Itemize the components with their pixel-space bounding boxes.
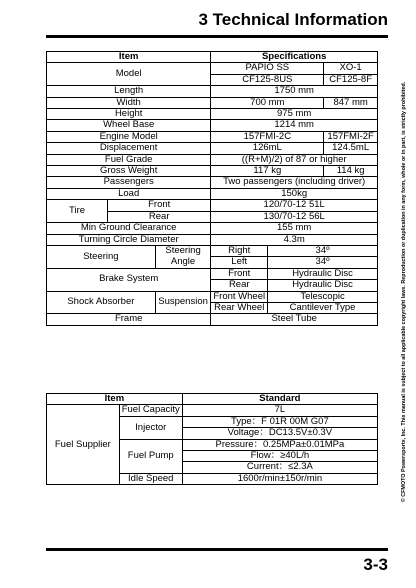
model-b: XO-1 <box>324 63 378 74</box>
row-label-height: Height <box>47 109 211 120</box>
table-row <box>47 143 378 154</box>
code-b: CF125-8F <box>324 74 378 85</box>
row-label-passengers: Passengers <box>47 177 211 188</box>
length-value: 1750 mm <box>211 86 378 97</box>
table-row <box>47 405 378 416</box>
row-label-shock-absorber: Shock Absorber <box>47 291 156 314</box>
steering-left-label: Left <box>211 257 268 268</box>
table-row <box>47 177 378 188</box>
tire-rear-value: 130/70-12 56L <box>211 211 378 222</box>
row-label-frame: Frame <box>47 314 211 325</box>
fuel-supply-table <box>46 393 378 485</box>
load-value: 150kg <box>211 188 378 199</box>
wheelbase-value: 1214 mm <box>211 120 378 131</box>
row-label-tire: Tire <box>47 200 108 223</box>
frame-value: Steel Tube <box>211 314 378 325</box>
table-row <box>47 314 378 325</box>
table-row <box>47 291 378 302</box>
pressure-value: Pressure：0.25MPa±0.01MPa <box>182 439 377 450</box>
table-row <box>47 63 378 74</box>
row-label-length: Length <box>47 86 211 97</box>
suspension-rear-value: Cantilever Type <box>268 302 378 313</box>
tire-front-label: Front <box>108 200 211 211</box>
idle-speed-value: 1600r/min±150r/min <box>182 473 377 484</box>
displacement-b: 124.5mL <box>324 143 378 154</box>
voltage-value: Voltage：DC13.5V±0.3V <box>182 428 377 439</box>
brake-front-label: Front <box>211 268 268 279</box>
header-standard: Standard <box>182 394 377 405</box>
table-row <box>47 200 378 211</box>
steering-right-value: 34º <box>268 245 378 256</box>
row-label-fuel-supplier: Fuel Supplier <box>47 405 120 485</box>
suspension-front-value: Telescopic <box>268 291 378 302</box>
table-row <box>47 97 378 108</box>
header-item: Item <box>47 52 211 63</box>
row-label-engine: Engine Model <box>47 131 211 142</box>
engine-b: 157FMI-2F <box>324 131 378 142</box>
row-label-turning-circle: Turning Circle Diameter <box>47 234 211 245</box>
row-label-model: Model <box>47 63 211 86</box>
engine-a: 157FMI-2C <box>211 131 324 142</box>
passengers-value: Two passengers (including driver) <box>211 177 378 188</box>
fuel-capacity-label: Fuel Capacity <box>119 405 182 416</box>
displacement-a: 126mL <box>211 143 324 154</box>
table-row <box>47 234 378 245</box>
row-label-displacement: Displacement <box>47 143 211 154</box>
table-row <box>47 109 378 120</box>
flow-value: Flow：≥40L/h <box>182 451 377 462</box>
table-row <box>47 154 378 165</box>
table-row <box>47 120 378 131</box>
table-row <box>47 245 378 256</box>
code-a: CF125-8US <box>211 74 324 85</box>
table-row <box>47 86 378 97</box>
fuel-capacity-value: 7L <box>182 405 377 416</box>
header-rule <box>46 35 388 38</box>
table-row <box>47 166 378 177</box>
brake-rear-label: Rear <box>211 280 268 291</box>
page-number: 3-3 <box>363 555 388 574</box>
table-row <box>47 268 378 279</box>
idle-speed-label: Idle Speed <box>119 473 182 484</box>
suspension-rear-label: Rear Wheel <box>211 302 268 313</box>
suspension-front-label: Front Wheel <box>211 291 268 302</box>
row-label-gross-weight: Gross Weight <box>47 166 211 177</box>
brake-front-value: Hydraulic Disc <box>268 268 378 279</box>
table-row <box>47 188 378 199</box>
row-label-brake: Brake System <box>47 268 211 291</box>
row-label-steering: Steering <box>47 245 156 268</box>
width-b: 847 mm <box>324 97 378 108</box>
injector-type-value: Type：F 01R 00M G07 <box>182 416 377 427</box>
copyright-notice <box>398 62 410 522</box>
width-a: 700 mm <box>211 97 324 108</box>
copyright-text: © CFMOTO Powersports, Inc. This manual is subject to all applicable copyright laws. Reproduction or duplication in any form, whole or in part, is strictly prohibited. <box>401 81 407 503</box>
ground-clearance-value: 155 mm <box>211 223 378 234</box>
header-item: Item <box>47 394 183 405</box>
row-label-ground-clearance: Min Ground Clearance <box>47 223 211 234</box>
specifications-table <box>46 51 378 326</box>
tire-front-value: 120/70-12 51L <box>211 200 378 211</box>
table-row <box>47 131 378 142</box>
fuel-pump-label: Fuel Pump <box>119 439 182 473</box>
height-value: 975 mm <box>211 109 378 120</box>
tire-rear-label: Rear <box>108 211 211 222</box>
row-label-width: Width <box>47 97 211 108</box>
turning-circle-value: 4.3m <box>211 234 378 245</box>
row-label-fuel-grade: Fuel Grade <box>47 154 211 165</box>
footer-rule <box>46 548 388 551</box>
suspension-label: Suspension <box>155 291 211 314</box>
row-label-wheelbase: Wheel Base <box>47 120 211 131</box>
steering-left-value: 34º <box>268 257 378 268</box>
steering-right-label: Right <box>211 245 268 256</box>
table-row <box>47 223 378 234</box>
brake-rear-value: Hydraulic Disc <box>268 280 378 291</box>
table-header-row <box>47 394 378 405</box>
header-specifications: Specifications <box>211 52 378 63</box>
fuel-grade-value: ((R+M)/2) of 87 or higher <box>211 154 378 165</box>
injector-label: Injector <box>119 416 182 439</box>
model-a: PAPIO SS <box>211 63 324 74</box>
row-label-load: Load <box>47 188 211 199</box>
gross-weight-b: 114 kg <box>324 166 378 177</box>
page-title: 3 Technical Information <box>198 10 388 29</box>
current-value: Current：≤2.3A <box>182 462 377 473</box>
steering-angle-label: Steering Angle <box>155 245 211 268</box>
gross-weight-a: 117 kg <box>211 166 324 177</box>
table-header-row <box>47 52 378 63</box>
